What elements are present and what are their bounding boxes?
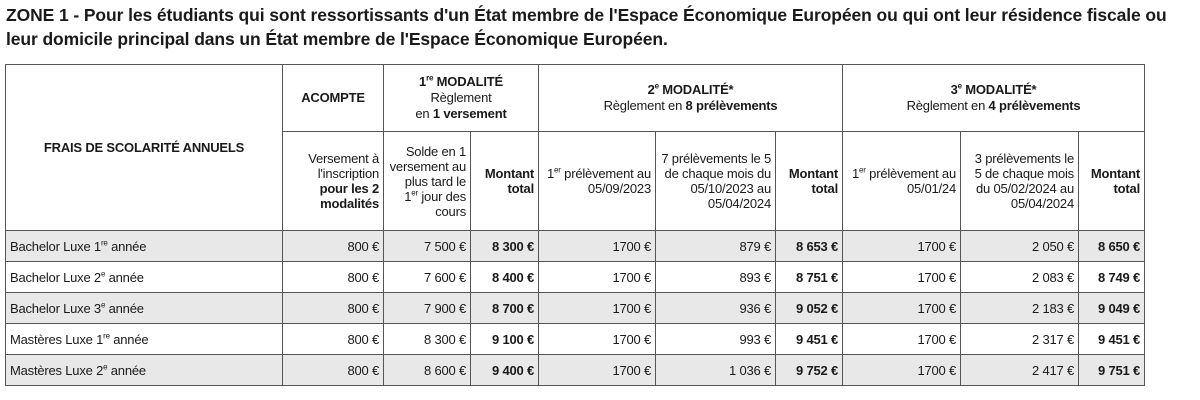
acompte-cell: 800 € bbox=[283, 293, 384, 324]
table-row bbox=[6, 324, 1145, 355]
mod3-first-cell: 1700 € bbox=[843, 355, 961, 386]
total-1-cell: 9 400 € bbox=[471, 355, 539, 386]
mod3-first-cell: 1700 € bbox=[843, 262, 961, 293]
mod3-rest-cell: 2 183 € bbox=[961, 293, 1079, 324]
table-row bbox=[6, 355, 1145, 386]
mod2-first-cell: 1700 € bbox=[539, 231, 656, 262]
table-row bbox=[6, 262, 1145, 293]
total-3-cell: 8 650 € bbox=[1079, 231, 1145, 262]
total-1-cell: 8 400 € bbox=[471, 262, 539, 293]
total-2-cell: 8 653 € bbox=[776, 231, 843, 262]
solde-subheader: Solde en 1 versement au plus tard le 1er jour des cours bbox=[384, 132, 471, 231]
mod3-first-cell: 1700 € bbox=[843, 293, 961, 324]
mod2-rest-cell: 993 € bbox=[656, 324, 776, 355]
total-2-cell: 9 451 € bbox=[776, 324, 843, 355]
table-row bbox=[6, 231, 1145, 262]
total-3-cell: 9 049 € bbox=[1079, 293, 1145, 324]
program-name: Bachelor Luxe 1re année bbox=[6, 231, 283, 262]
mod2-rest-cell: 1 036 € bbox=[656, 355, 776, 386]
frais-header: FRAIS DE SCOLARITÉ ANNUELS bbox=[6, 65, 283, 231]
modalite-3-rest-header: 3 prélèvements le 5 de chaque mois du 05/02/2024 au 05/04/2024 bbox=[961, 132, 1079, 231]
modalite-2-header: 2e MODALITÉ* Règlement en 8 prélèvements bbox=[539, 65, 843, 132]
solde-cell: 8 600 € bbox=[384, 355, 471, 386]
total-2-cell: 8 751 € bbox=[776, 262, 843, 293]
total-3-cell: 9 451 € bbox=[1079, 324, 1145, 355]
total-1-cell: 8 700 € bbox=[471, 293, 539, 324]
page-title: ZONE 1 - Pour les étudiants qui sont ressortissants d'un État membre de l'Espace Économique Européen ou qui ont leur résidence fiscale ou leur domicile principal dans un État membre de l'Espace Économique Européen. bbox=[6, 5, 1167, 49]
total-2-cell: 9 752 € bbox=[776, 355, 843, 386]
total-1-cell: 8 300 € bbox=[471, 231, 539, 262]
total-1-cell: 9 100 € bbox=[471, 324, 539, 355]
acompte-cell: 800 € bbox=[283, 355, 384, 386]
solde-cell: 8 300 € bbox=[384, 324, 471, 355]
acompte-cell: 800 € bbox=[283, 231, 384, 262]
modalite-2-rest-header: 7 prélèvements le 5 de chaque mois du 05/10/2023 au 05/04/2024 bbox=[656, 132, 776, 231]
mod2-rest-cell: 879 € bbox=[656, 231, 776, 262]
modalite-2-first-header: 1er prélèvement au 05/09/2023 bbox=[539, 132, 656, 231]
mod2-first-cell: 1700 € bbox=[539, 324, 656, 355]
tuition-fees-table bbox=[5, 64, 1145, 386]
acompte-subheader: Versement à l'inscription pour les 2 modalités bbox=[283, 132, 384, 231]
mod3-rest-cell: 2 417 € bbox=[961, 355, 1079, 386]
modalite-1-total-header: Montant total bbox=[471, 132, 539, 231]
acompte-header: ACOMPTE bbox=[283, 65, 384, 132]
mod2-first-cell: 1700 € bbox=[539, 355, 656, 386]
acompte-cell: 800 € bbox=[283, 324, 384, 355]
table-row bbox=[6, 293, 1145, 324]
acompte-cell: 800 € bbox=[283, 262, 384, 293]
total-3-cell: 8 749 € bbox=[1079, 262, 1145, 293]
mod3-first-cell: 1700 € bbox=[843, 324, 961, 355]
solde-cell: 7 900 € bbox=[384, 293, 471, 324]
mod2-first-cell: 1700 € bbox=[539, 293, 656, 324]
program-name: Bachelor Luxe 2e année bbox=[6, 262, 283, 293]
program-name: Mastères Luxe 1re année bbox=[6, 324, 283, 355]
mod2-rest-cell: 893 € bbox=[656, 262, 776, 293]
modalite-3-header: 3e MODALITÉ* Règlement en 4 prélèvements bbox=[843, 65, 1145, 132]
mod3-first-cell: 1700 € bbox=[843, 231, 961, 262]
modalite-3-total-header: Montant total bbox=[1079, 132, 1145, 231]
modalite-2-total-header: Montant total bbox=[776, 132, 843, 231]
mod2-rest-cell: 936 € bbox=[656, 293, 776, 324]
total-2-cell: 9 052 € bbox=[776, 293, 843, 324]
mod3-rest-cell: 2 317 € bbox=[961, 324, 1079, 355]
total-3-cell: 9 751 € bbox=[1079, 355, 1145, 386]
mod3-rest-cell: 2 083 € bbox=[961, 262, 1079, 293]
solde-cell: 7 600 € bbox=[384, 262, 471, 293]
mod2-first-cell: 1700 € bbox=[539, 262, 656, 293]
program-name: Bachelor Luxe 3e année bbox=[6, 293, 283, 324]
program-name: Mastères Luxe 2e année bbox=[6, 355, 283, 386]
solde-cell: 7 500 € bbox=[384, 231, 471, 262]
modalite-3-first-header: 1er prélèvement au 05/01/24 bbox=[843, 132, 961, 231]
mod3-rest-cell: 2 050 € bbox=[961, 231, 1079, 262]
modalite-1-header: 1re MODALITÉ Règlement en 1 versement bbox=[384, 65, 539, 132]
